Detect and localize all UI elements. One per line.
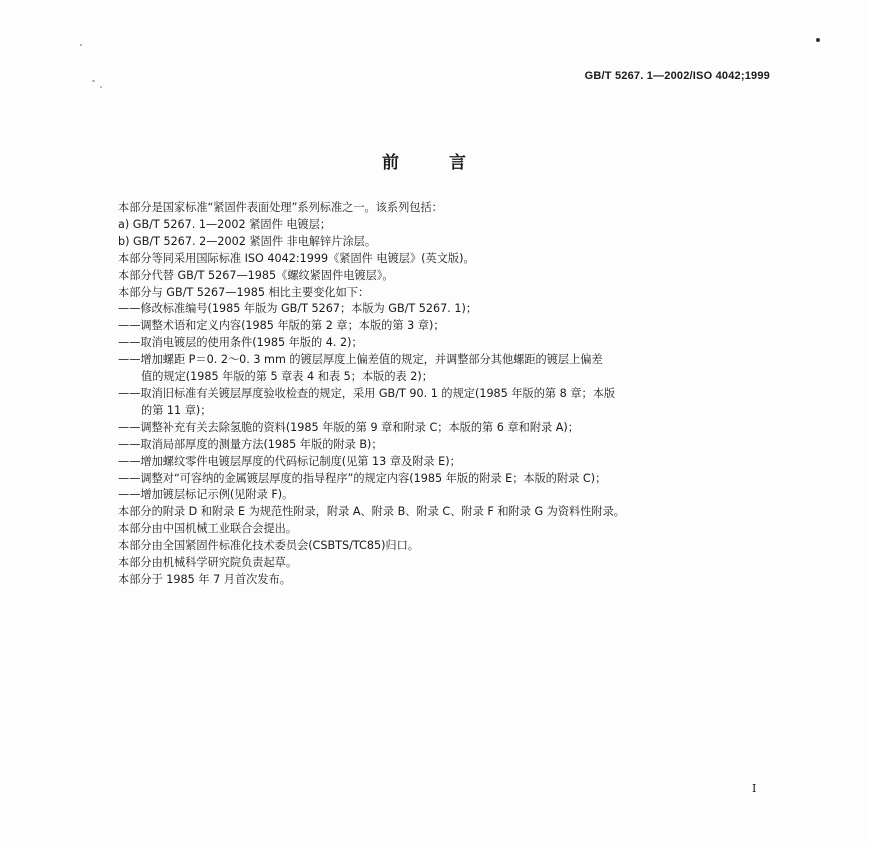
paragraph-line: ——取消局部厚度的测量方法(1985 年版的附录 B)； [118, 437, 383, 451]
paragraph-line: a) GB/T 5267. 1—2002 紧固件 电镀层； [118, 217, 332, 231]
paragraph-line: ——增加镀层标记示例(见附录 F)。 [118, 488, 294, 502]
paragraph-line: 本部分由中国机械工业联合会提出。 [118, 522, 298, 536]
paragraph-line: ——增加螺纹零件电镀层厚度的代码标记制度(见第 13 章及附录 E)； [118, 454, 461, 468]
body-text [118, 200, 768, 589]
paragraph-line: 本部分是国家标准“紧固件表面处理”系列标准之一。该系列包括： [118, 201, 443, 214]
paragraph-line: ——调整补充有关去除氢脆的资料(1985 年版的第 9 章和附录 C；本版的第 6 章和附录 A)； [118, 420, 579, 434]
paragraph-line: ——调整术语和定义内容(1985 年版的第 2 章；本版的第 3 章)； [118, 319, 445, 333]
paragraph-line: 本部分于 1985 年 7 月首次发布。 [118, 572, 291, 586]
paragraph-continuation: 值的规定(1985 年版的第 5 章表 4 和表 5；本版的表 2)； [141, 370, 433, 384]
paragraph-line: b) GB/T 5267. 2—2002 紧固件 非电解锌片涂层。 [118, 234, 377, 248]
standard-number: GB/T 5267. 1—2002/ISO 4042;1999 [584, 70, 770, 82]
scan-speck [100, 86, 102, 88]
page-title: 前 言 [382, 153, 488, 173]
paragraph-line: 本部分与 GB/T 5267—1985 相比主要变化如下： [118, 285, 370, 299]
paragraph-line: 本部分等同采用国际标准 ISO 4042:1999《紧固件 电镀层》(英文版)。 [118, 251, 475, 265]
paragraph-line: ——取消电镀层的使用条件(1985 年版的 4. 2)； [118, 336, 363, 350]
paragraph-line: 本部分的附录 D 和附录 E 为规范性附录，附录 A、附录 B、附录 C、附录 F 和附录 G 为资料性附录。 [118, 505, 625, 519]
scan-speck [80, 44, 82, 46]
paragraph-continuation: 的第 11 章)； [141, 403, 212, 417]
paragraph-line: 本部分由全国紧固件标准化技术委员会(CSBTS/TC85)归口。 [118, 539, 419, 553]
paragraph-line: ——取消旧标准有关镀层厚度验收检查的规定，采用 GB/T 90. 1 的规定(1985 年版的第 8 章；本版 [118, 386, 616, 400]
scan-speck [92, 80, 95, 82]
page-number: I [752, 782, 757, 795]
scan-speck [816, 38, 820, 42]
paragraph-line: ——调整对“可容纳的金属镀层厚度的指导程序”的规定内容(1985 年版的附录 E；本版的附录 C)； [118, 471, 607, 485]
paragraph-line: ——增加螺距 P＝0. 2～0. 3 mm 的镀层厚度上偏差值的规定，并调整部分其他螺距的镀层上偏差 [118, 353, 603, 367]
paragraph-line: ——修改标准编号(1985 年版为 GB/T 5267；本版为 GB/T 5267. 1)； [118, 302, 478, 316]
paragraph-line: 本部分由机械科学研究院负责起草。 [118, 556, 298, 570]
paragraph-line: 本部分代替 GB/T 5267—1985《螺纹紧固件电镀层》。 [118, 268, 394, 282]
